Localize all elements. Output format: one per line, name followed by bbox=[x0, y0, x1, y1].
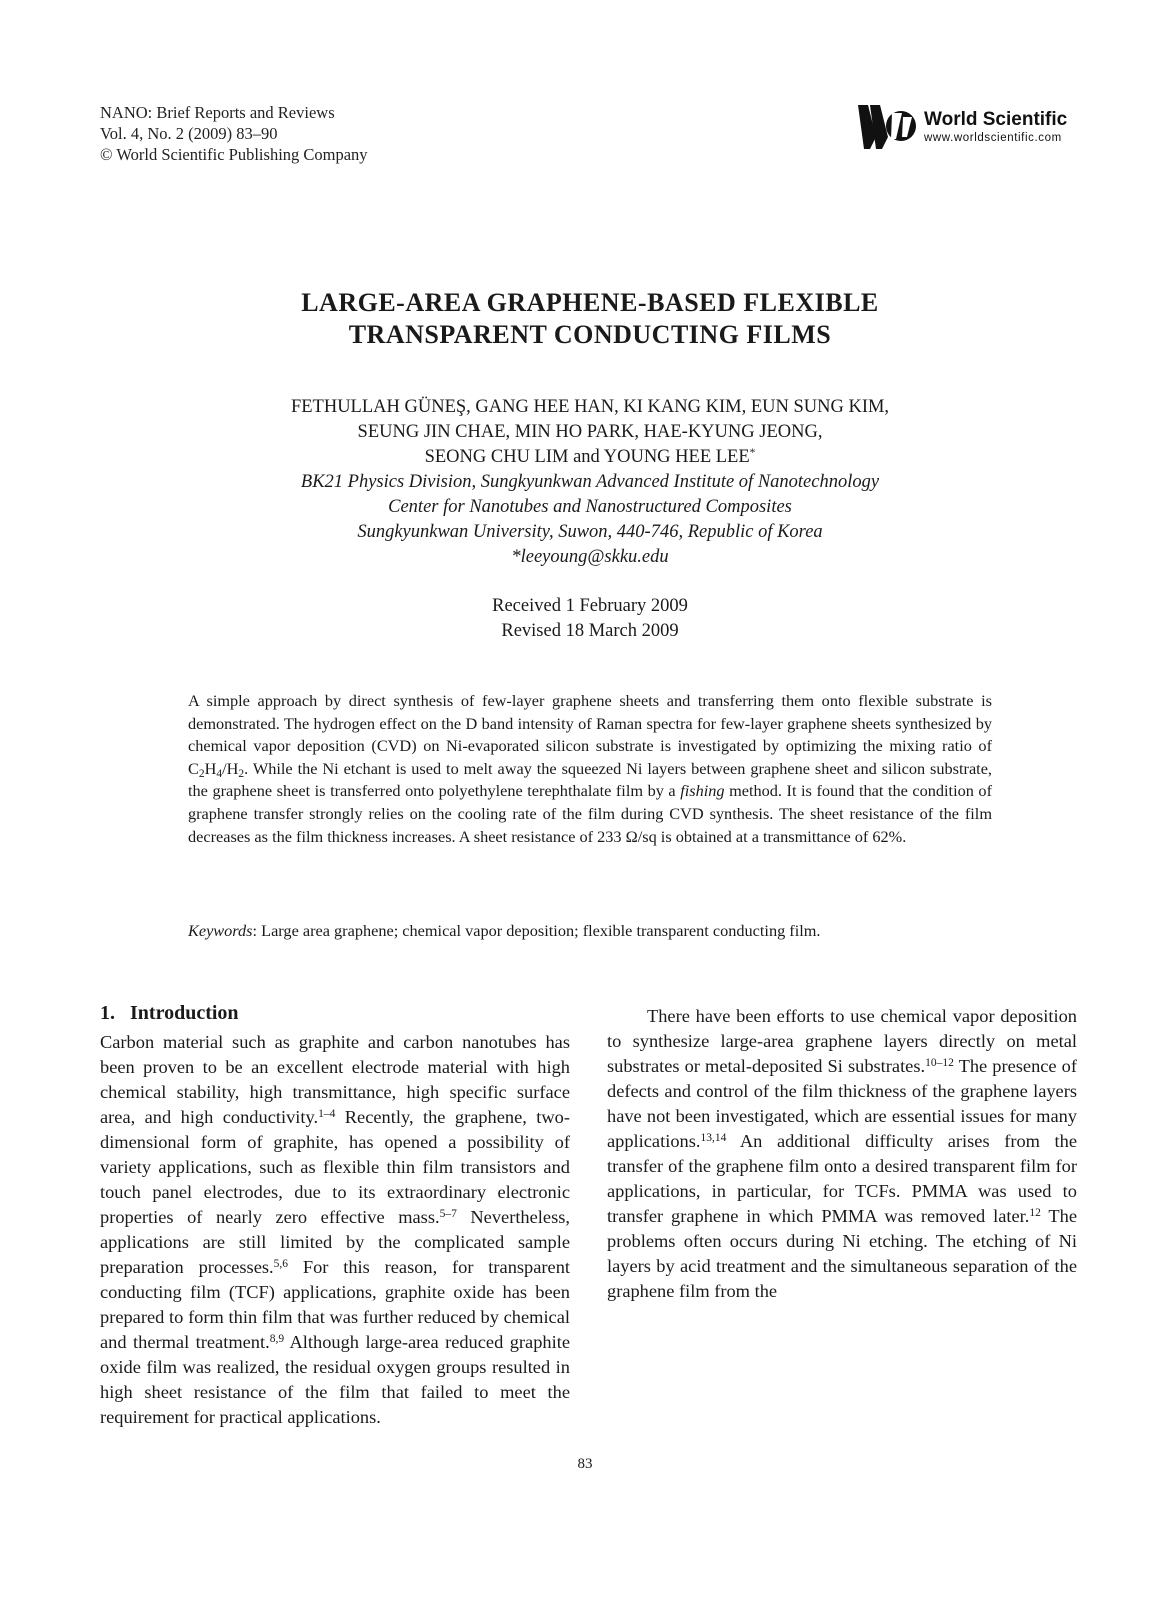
abstract-emphasis: fishing bbox=[680, 781, 725, 801]
citation: 5,6 bbox=[273, 1258, 289, 1270]
paragraph-text: Although large-area reduced graphite oxide film was realized, the residual oxygen groups resulted in high sheet resistance of the film that failed to meet the requirement for practical applications. bbox=[100, 1332, 570, 1427]
author-email: *leeyoung@skku.edu bbox=[511, 547, 669, 567]
paper-title bbox=[120, 287, 1060, 351]
affiliation bbox=[120, 470, 1060, 570]
intro-paragraph-1 bbox=[100, 1030, 570, 1430]
abstract-text-3: /H bbox=[222, 758, 239, 778]
abstract-subscript: 4 bbox=[216, 767, 223, 780]
paragraph-text: For this reason, for transparent conducting film (TCF) applications, graphite oxide has been prepared to form thin film that was further reduced by chemical and thermal treatment. bbox=[100, 1257, 571, 1352]
abstract bbox=[188, 690, 992, 848]
affiliation-line-1: BK21 Physics Division, Sungkyunkwan Advanced Institute of Nanotechnology bbox=[300, 472, 880, 492]
publisher-logo bbox=[858, 102, 1078, 152]
paragraph-text: The presence of defects and control of the film thickness of the graphene layers have not been investigated, which are essential issues for many applications. bbox=[607, 1056, 1077, 1151]
received-date: Received 1 February 2009 bbox=[492, 596, 688, 616]
citation: 1–4 bbox=[318, 1108, 336, 1120]
keywords bbox=[188, 920, 992, 942]
dates bbox=[120, 594, 1060, 644]
affiliation-line-3: Sungkyunkwan University, Suwon, 440-746, Republic of Korea bbox=[357, 522, 823, 542]
left-column bbox=[100, 1000, 570, 1430]
abstract-text-1: A simple approach by direct synthesis of few-layer graphene sheets and transferring them onto flexible substrate is demonstrated. The hydrogen effect on the D band intensity of Raman spectra for few-layer graphene sheets synthesized by chemical vapor deposition (CVD) on Ni-evaporated silicon substrate is investigated by optimizing the mixing ratio of C bbox=[188, 691, 992, 778]
intro-paragraph-2 bbox=[607, 1004, 1077, 1304]
right-column bbox=[607, 1004, 1077, 1304]
authors-line-3-text: SEONG CHU LIM and YOUNG HEE LEE bbox=[424, 447, 750, 467]
title-line-1: LARGE-AREA GRAPHENE-BASED FLEXIBLE bbox=[301, 288, 879, 317]
paragraph-text: An additional difficulty arises from the transfer of the graphene film onto a desired transparent film for applications, in particular, for TCFs. PMMA was used to transfer graphene in which PMMA was removed later. bbox=[607, 1131, 1077, 1226]
paragraph-text: The problems often occurs during Ni etching. The etching of Ni layers by acid treatment and the simultaneous separation of the graphene film from the bbox=[607, 1206, 1077, 1301]
title-line-2: TRANSPARENT CONDUCTING FILMS bbox=[348, 320, 832, 349]
abstract-subscript: 2 bbox=[238, 767, 245, 780]
citation: 5–7 bbox=[439, 1208, 457, 1220]
authors-line-1: FETHULLAH GÜNEŞ, GANG HEE HAN, KI KANG KIM, EUN SUNG KIM, bbox=[290, 397, 890, 417]
keywords-text: : Large area graphene; chemical vapor deposition; flexible transparent conducting film. bbox=[252, 921, 821, 940]
world-scientific-logo-icon bbox=[858, 103, 920, 151]
abstract-text-2: H bbox=[204, 758, 217, 778]
journal-volume: Vol. 4, No. 2 (2009) 83–90 bbox=[100, 124, 278, 143]
section-heading bbox=[100, 1000, 570, 1026]
paragraph-text: Carbon material such as graphite and carbon nanotubes has been proven to be an excellent electrode material with high chemical stability, high transmittance, high specific surface area, and high conductivity. bbox=[100, 1032, 570, 1127]
abstract-text-4: . While the Ni etchant is used to melt away the squeezed Ni layers between graphene sheet and silicon substrate, the graphene sheet is transferred onto polyethylene terephthalate film by a bbox=[188, 758, 992, 801]
logo-url: www.worldscientific.com bbox=[924, 132, 1062, 144]
author-list bbox=[120, 395, 1060, 470]
paragraph-text: Nevertheless, applications are still limited by the complicated sample preparation processes. bbox=[100, 1207, 570, 1277]
citation: 8,9 bbox=[269, 1333, 285, 1345]
abstract-text-5: method. It is found that the condition of graphene transfer strongly relies on the cooling rate of the film during CVD synthesis. The sheet resistance of the film decreases as the film thickness increases. A sheet resistance of 233 Ω/sq is obtained at a transmittance of 62%. bbox=[188, 781, 992, 846]
journal-copyright: © World Scientific Publishing Company bbox=[100, 145, 368, 164]
affiliation-line-2: Center for Nanotubes and Nanostructured Composites bbox=[388, 497, 792, 517]
keywords-label: Keywords bbox=[188, 921, 253, 940]
section-title: Introduction bbox=[130, 1002, 239, 1024]
citation: 12 bbox=[1029, 1207, 1041, 1219]
citation: 13,14 bbox=[700, 1132, 727, 1144]
corresponding-author-mark: * bbox=[749, 447, 756, 459]
citation: 10–12 bbox=[925, 1057, 954, 1069]
paragraph-text: Recently, the graphene, two-dimensional form of graphite, has opened a possibility of variety applications, such as flexible thin film transistors and touch panel electrodes, due to its extraordinary electronic properties of nearly zero effective mass. bbox=[100, 1107, 571, 1227]
authors-line-2: SEUNG JIN CHAE, MIN HO PARK, HAE-KYUNG JEONG, bbox=[357, 422, 823, 442]
paragraph-text: There have been efforts to use chemical vapor deposition to synthesize large-area graphene layers directly on metal substrates or metal-deposited Si substrates. bbox=[607, 1006, 1077, 1076]
page-number: 83 bbox=[577, 1456, 593, 1472]
journal-name: NANO: Brief Reports and Reviews bbox=[100, 103, 335, 122]
authors-line-3 bbox=[120, 445, 1060, 470]
journal-info bbox=[100, 102, 368, 165]
logo-name: World Scientific bbox=[924, 109, 1068, 130]
abstract-subscript: 2 bbox=[198, 767, 205, 780]
section-number: 1. bbox=[100, 1002, 115, 1024]
revised-date: Revised 18 March 2009 bbox=[501, 621, 679, 641]
